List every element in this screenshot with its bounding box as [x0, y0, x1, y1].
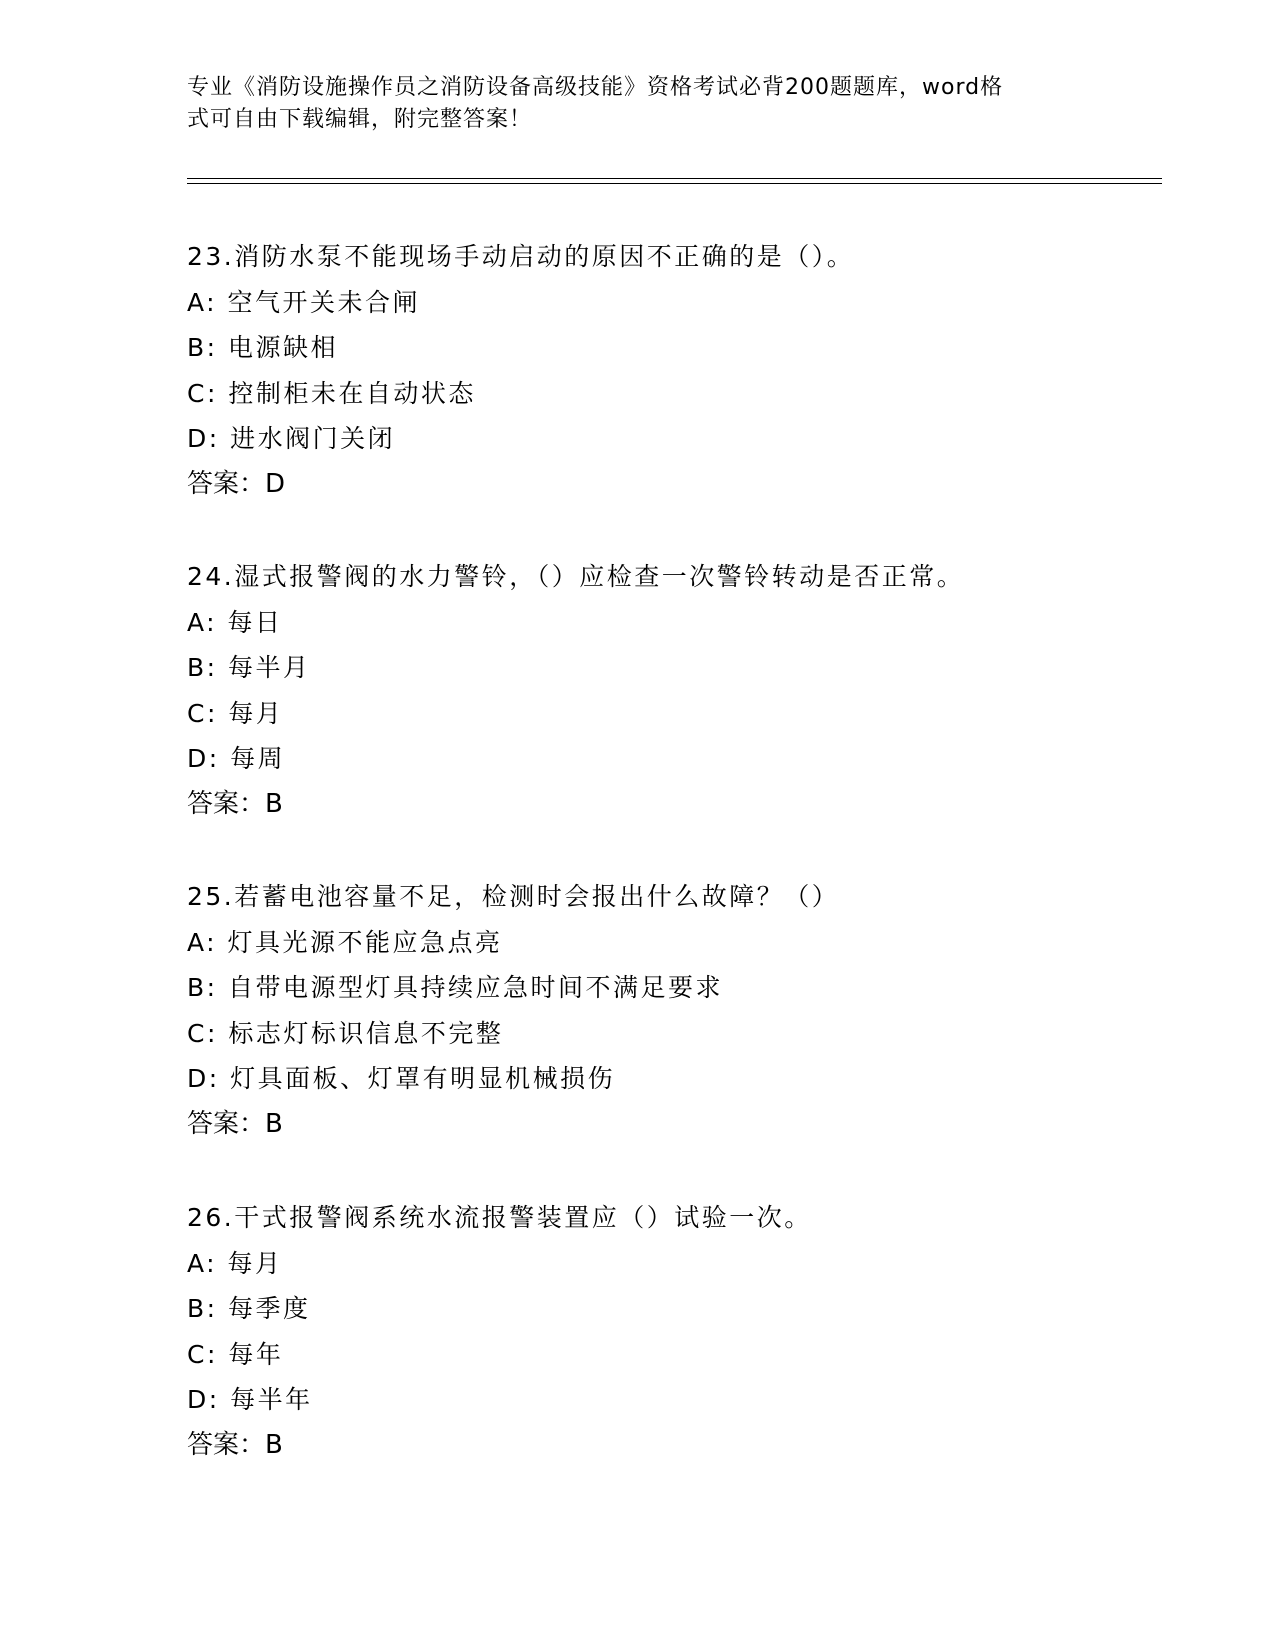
option-c: C: 每月	[187, 698, 284, 728]
option-a: A: 空气开关未合闸	[187, 287, 421, 317]
header-divider-bottom	[187, 183, 1162, 184]
option-c: C: 每年	[187, 1339, 284, 1369]
header-line-1: 专业《消防设施操作员之消防设备高级技能》资格考试必背200题题库，word格	[187, 75, 1004, 100]
question-title: 24.湿式报警阀的水力警铃，（）应检查一次警铃转动是否正常。	[187, 562, 965, 591]
option-c: C: 标志灯标识信息不完整	[187, 1018, 504, 1048]
question-title: 23.消防水泵不能现场手动启动的原因不正确的是（）。	[187, 242, 855, 271]
question-24	[187, 554, 1127, 828]
option-b: B: 自带电源型灯具持续应急时间不满足要求	[187, 973, 724, 1003]
answer-line: 答案：B	[187, 788, 283, 819]
question-23	[187, 234, 1127, 508]
option-a: A: 每月	[187, 1248, 283, 1278]
option-a: A: 灯具光源不能应急点亮	[187, 927, 503, 957]
answer-line: 答案：B	[187, 1108, 283, 1139]
question-26	[187, 1195, 1127, 1469]
question-25	[187, 874, 1127, 1148]
question-title: 26.干式报警阀系统水流报警装置应（）试验一次。	[187, 1203, 812, 1232]
option-c: C: 控制柜未在自动状态	[187, 378, 476, 408]
header-divider-top	[187, 178, 1162, 179]
question-title: 25.若蓄电池容量不足，检测时会报出什么故障？（）	[187, 882, 840, 911]
option-d: D: 进水阀门关闭	[187, 424, 396, 454]
option-b: B: 电源缺相	[187, 333, 339, 363]
header-line-2: 式可自由下载编辑，附完整答案！	[187, 107, 533, 132]
option-a: A: 每日	[187, 607, 283, 637]
option-d: D: 每半年	[187, 1385, 313, 1415]
option-d: D: 灯具面板、灯罩有明显机械损伤	[187, 1064, 616, 1094]
answer-line: 答案：B	[187, 1429, 283, 1460]
answer-line: 答案：D	[187, 468, 286, 499]
option-d: D: 每周	[187, 744, 286, 774]
option-b: B: 每季度	[187, 1294, 311, 1324]
document-header	[187, 72, 1067, 136]
option-b: B: 每半月	[187, 653, 311, 683]
